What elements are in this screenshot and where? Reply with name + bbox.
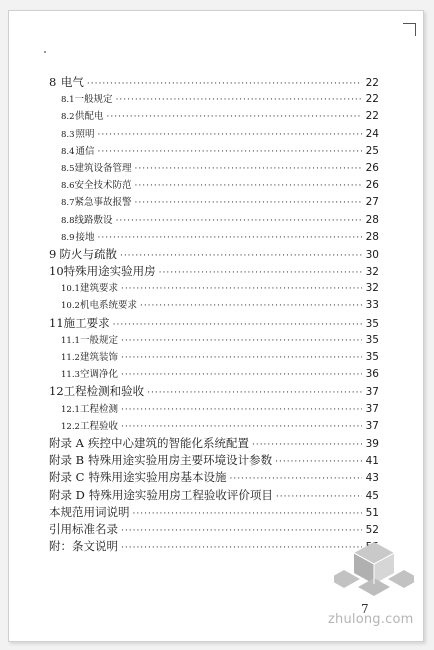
toc-entry-title: 一般规定: [74, 94, 113, 106]
dot-leader: [116, 213, 362, 230]
toc-entry-number: 附录 D: [49, 487, 85, 502]
toc-entry-title: 安全技术防范: [74, 180, 132, 192]
page-number: 7: [361, 602, 369, 616]
toc-entry-page: 22: [365, 93, 379, 106]
toc-entry-title: 特殊用途实验用房工程验收评价项目: [88, 487, 273, 502]
toc-entry-number: 8.1: [61, 95, 75, 106]
dot-leader: [147, 385, 362, 402]
toc-entry-page: 32: [365, 282, 379, 295]
toc-entry-title: 建筑装饰: [79, 352, 118, 363]
toc-entry-number: 8.8: [61, 215, 75, 226]
toc-entry-title: 工程验收: [79, 420, 118, 432]
dot-leader: [98, 230, 362, 247]
toc-entry: [49, 74, 379, 91]
toc-entry-number: 8.5: [61, 163, 75, 174]
toc-entry-title: 通信: [75, 145, 95, 157]
toc-entry-page: 35: [365, 317, 379, 330]
toc-entry-page: 22: [365, 77, 379, 89]
toc-entry: [49, 229, 379, 246]
toc-entry-page: 25: [365, 144, 379, 157]
toc-entry: [49, 521, 379, 538]
toc-entry-page: 43: [365, 472, 379, 485]
toc-entry-page: 30: [365, 248, 379, 261]
toc-entry-title: 紧急事故报警: [74, 197, 132, 209]
toc-entry-number: 10.2: [61, 301, 80, 312]
toc-entry: [49, 280, 379, 297]
toc-entry: [49, 418, 379, 435]
toc-entry: [49, 212, 379, 229]
dot-leader: [121, 281, 362, 298]
toc-entry-page: 35: [365, 333, 379, 346]
dot-leader: [121, 419, 362, 436]
toc-entry-title: 建筑要求: [79, 283, 118, 295]
toc-entry-page: 37: [365, 402, 379, 415]
dot-leader: [121, 333, 362, 350]
dot-leader: [276, 489, 362, 506]
toc-entry-title: 线路敷设: [74, 214, 113, 226]
toc-entry-title: 疾控中心建筑的智能化系统配置: [87, 435, 249, 450]
toc-entry: [49, 194, 379, 211]
toc-entry-page: 37: [365, 386, 379, 399]
toc-entry: [49, 349, 379, 366]
dot-leader: [121, 350, 362, 367]
toc-entry-page: 28: [365, 230, 379, 243]
toc-entry-title: 空调净化: [79, 369, 118, 381]
toc-entry-number: 8: [49, 75, 57, 89]
toc-entry-page: 37: [365, 419, 379, 432]
toc-entry-number: 8.7: [61, 198, 75, 209]
dot-leader: [133, 506, 363, 523]
toc-entry: [49, 177, 379, 194]
toc-entry-number: 12.2: [61, 421, 80, 432]
dot-leader: [140, 298, 362, 315]
toc-entry: [49, 452, 379, 469]
dot-leader: [121, 540, 362, 557]
toc-entry-number: 11.3: [61, 370, 80, 381]
toc-entry-page: 45: [365, 489, 379, 502]
dot-leader: [113, 317, 362, 334]
toc-entry-title: 电气: [60, 75, 84, 89]
toc-entry-page: 32: [365, 266, 379, 279]
dot-leader: [87, 76, 362, 93]
toc-entry-number: 11.1: [61, 335, 80, 346]
toc-entry-page: 26: [365, 179, 379, 192]
toc-entry-page: 22: [365, 110, 379, 123]
toc-entry-number: 9: [49, 246, 57, 261]
crop-mark: [403, 23, 416, 36]
toc-entry: [49, 469, 379, 486]
toc-entry-page: 33: [365, 299, 379, 312]
toc-entry: [49, 246, 379, 263]
dot-leader: [135, 161, 362, 178]
toc-entry: [49, 263, 379, 280]
toc-entry-title: 供配电: [75, 111, 104, 123]
toc-entry: [49, 401, 379, 418]
watermark-text: zhulong.com: [328, 612, 414, 627]
toc-entry-page: 36: [365, 368, 379, 381]
toc-entry-title: 本规范用词说明: [49, 504, 130, 519]
table-of-contents: [49, 74, 379, 555]
toc-entry-title: 接地: [75, 231, 95, 243]
toc-entry-number: 12.1: [61, 404, 80, 415]
toc-entry-title: 防火与疏散: [59, 246, 117, 261]
dot-leader: [120, 248, 362, 265]
toc-entry: [49, 108, 379, 125]
toc-entry-number: 附录 B: [49, 453, 85, 468]
toc-entry-number: 10: [49, 264, 64, 279]
toc-entry-title: 工程检测和验收: [63, 384, 145, 399]
toc-entry-page: 41: [365, 455, 379, 468]
toc-entry-page: 39: [365, 437, 379, 450]
toc-entry-title: 特殊用途实验用房主要环境设计参数: [88, 453, 273, 468]
toc-entry-number: 8.2: [61, 112, 75, 123]
toc-entry-number: 8.6: [61, 181, 75, 192]
toc-entry: [49, 91, 379, 108]
toc-entry-number: 8.4: [61, 146, 75, 157]
dot-leader: [107, 109, 362, 126]
toc-entry-number: 12: [49, 384, 64, 399]
toc-entry: [49, 143, 379, 160]
toc-entry-page: 35: [365, 351, 379, 363]
toc-entry-title: 施工要求: [63, 315, 110, 330]
toc-entry-title: 机电系统要求: [79, 300, 137, 312]
toc-entry-page: 51: [365, 506, 379, 519]
toc-entry-page: 26: [365, 161, 379, 174]
toc-entry-page: 52: [365, 523, 379, 536]
toc-entry-number: 8.9: [61, 232, 75, 243]
dot-leader: [121, 367, 362, 384]
dot-leader: [121, 402, 362, 419]
toc-entry: [49, 487, 379, 504]
toc-entry-number: 11: [49, 315, 64, 330]
toc-entry-title: 一般规定: [79, 334, 118, 346]
toc-entry: [49, 332, 379, 349]
toc-entry: [49, 366, 379, 383]
toc-entry-number: 附录 C: [49, 470, 85, 485]
dot-leader: [135, 178, 362, 195]
toc-entry-title: 建筑设备管理: [74, 162, 132, 174]
cube-logo-icon: [334, 540, 414, 598]
toc-entry: [49, 160, 379, 177]
toc-entry-title: 附：条文说明: [49, 539, 118, 554]
toc-entry: [49, 538, 379, 555]
toc-entry-number: 10.1: [61, 284, 80, 295]
toc-entry-number: 附录 A: [49, 435, 84, 450]
toc-entry-number: 11.2: [61, 353, 80, 363]
dot-leader: [275, 454, 362, 471]
toc-entry: [49, 297, 379, 314]
toc-entry: [49, 504, 379, 521]
toc-entry-title: 特殊用途实验用房: [63, 264, 156, 279]
toc-entry: [49, 383, 379, 400]
speck: [44, 51, 46, 53]
toc-entry-title: 引用标准名录: [49, 521, 118, 536]
toc-entry-title: 工程检测: [79, 403, 118, 415]
toc-entry: [49, 435, 379, 452]
toc-entry: [49, 126, 379, 143]
dot-leader: [121, 523, 362, 540]
toc-entry-page: 28: [365, 213, 379, 226]
dot-leader: [98, 144, 362, 161]
dot-leader: [135, 195, 362, 212]
toc-entry-number: 8.3: [61, 129, 75, 140]
toc-entry: [49, 315, 379, 332]
toc-entry-page: 24: [365, 127, 379, 140]
toc-entry-page: 27: [365, 196, 379, 209]
dot-leader: [159, 265, 362, 282]
toc-entry-title: 特殊用途实验用房基本设施: [88, 470, 227, 485]
dot-leader: [116, 92, 362, 109]
toc-entry-title: 照明: [75, 128, 95, 140]
dot-leader: [98, 127, 362, 144]
